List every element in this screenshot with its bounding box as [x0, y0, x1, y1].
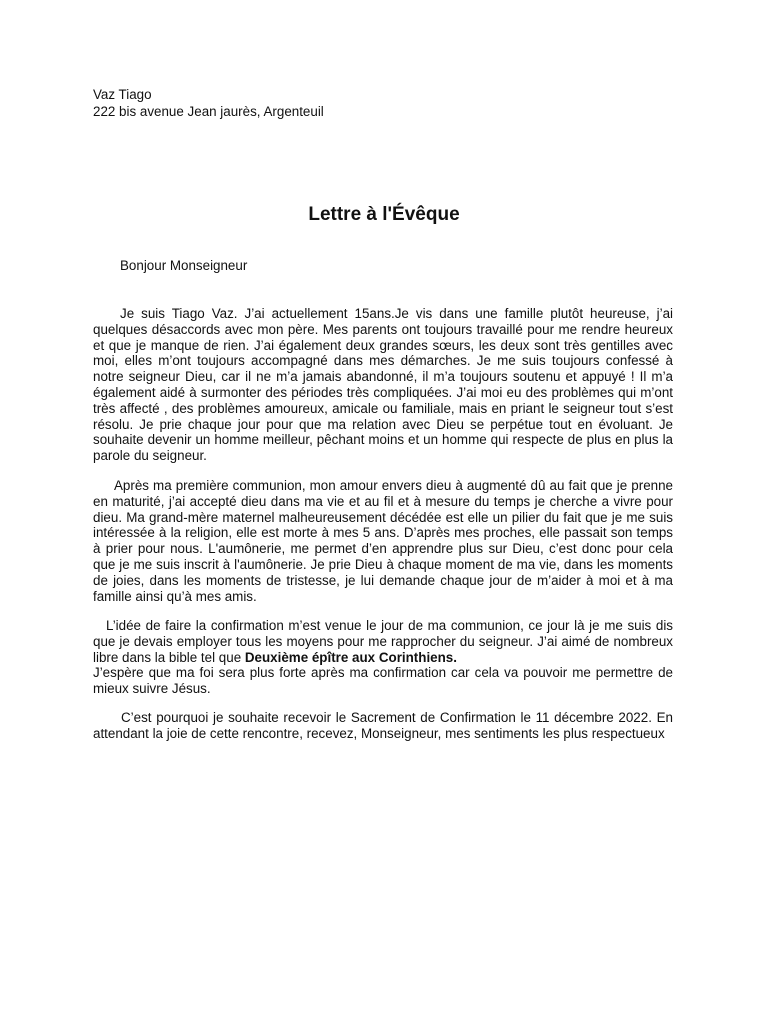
bible-book-reference: Deuxième épître aux Corinthiens. [244, 649, 457, 665]
sender-name: Vaz Tiago [93, 87, 152, 102]
paragraph-1: Je suis Tiago Vaz. J’ai actuellement 15ans.Je vis dans une famille plutôt heureuse, j’ai quelques désaccords avec mon père. Mes parents ont toujours travaillé pour me rendre heureux et que je manque de rien. J’ai également deux grandes sœurs, les deux sont très gentilles avec moi, elles m’ont toujours accompagné dans mes démarches. Je me suis toujours confessé à notre seigneur Dieu, car il ne m’a jamais abandonné, il m’a toujours soutenu et appuyé ! Il m’a également aidé à surmonter des périodes très compliquées. J’ai moi eu des problèmes qui m’ont très affecté , des problèmes amoureux, amicale ou familiale, mais en priant le seigneur tout s’est résolu. Je prie chaque jour pour que ma relation avec Dieu se perpétue tout en évoluant. Je souhaite devenir un homme meilleur, pêchant moins et un homme qui respecte de plus en plus la parole du seigneur. [93, 306, 673, 464]
paragraph-4: C’est pourquoi je souhaite recevoir le Sacrement de Confirmation le 11 décembre 2022. En attendant la joie de cette rencontre, recevez, Monseigneur, mes sentiments les plus respectueux [93, 710, 673, 741]
greeting: Bonjour Monseigneur [120, 258, 248, 273]
paragraph-3-line-2: J’espère que ma foi sera plus forte après ma confirmation car cela va pouvoir me permettre de mieux suivre Jésus. [93, 665, 673, 697]
paragraph-2: Après ma première communion, mon amour envers dieu à augmenté dû au fait que je prenne en maturité, j’ai accepté dieu dans ma vie et au fil et à mesure du temps je cherche a vivre pour dieu. Ma grand-mère maternel malheureusement décédée est elle un pilier du fait que je me suis intéressée à la religion, elle est morte à mes 5 ans. D’après mes proches, elle passait son temps à prier pour nous. L'aumônerie, me permet d’en apprendre plus sur Dieu, c’est donc pour cela que je me suis inscrit à l'aumônerie. Je prie Dieu à chaque moment de ma vie, dans les moments de joies, dans les moments de tristesse, je lui demande chaque jour de m’aider à moi et à ma famille ainsi qu’à mes amis. [93, 478, 673, 604]
paragraph-3 [93, 618, 673, 697]
letter-title: Lettre à l'Évêque [308, 204, 460, 225]
sender-block [93, 86, 324, 120]
paragraph-3-text: L’idée de faire la confirmation m’est venue le jour de ma communion, ce jour là je me suis dis que je devais employer tous les moyens pour me rapprocher du seigneur. J’ai aimé de nombreux libre dans la bible tel que [93, 618, 673, 665]
paragraph-3-line-1 [93, 618, 673, 665]
sender-address: 222 bis avenue Jean jaurès, Argenteuil [93, 104, 324, 119]
